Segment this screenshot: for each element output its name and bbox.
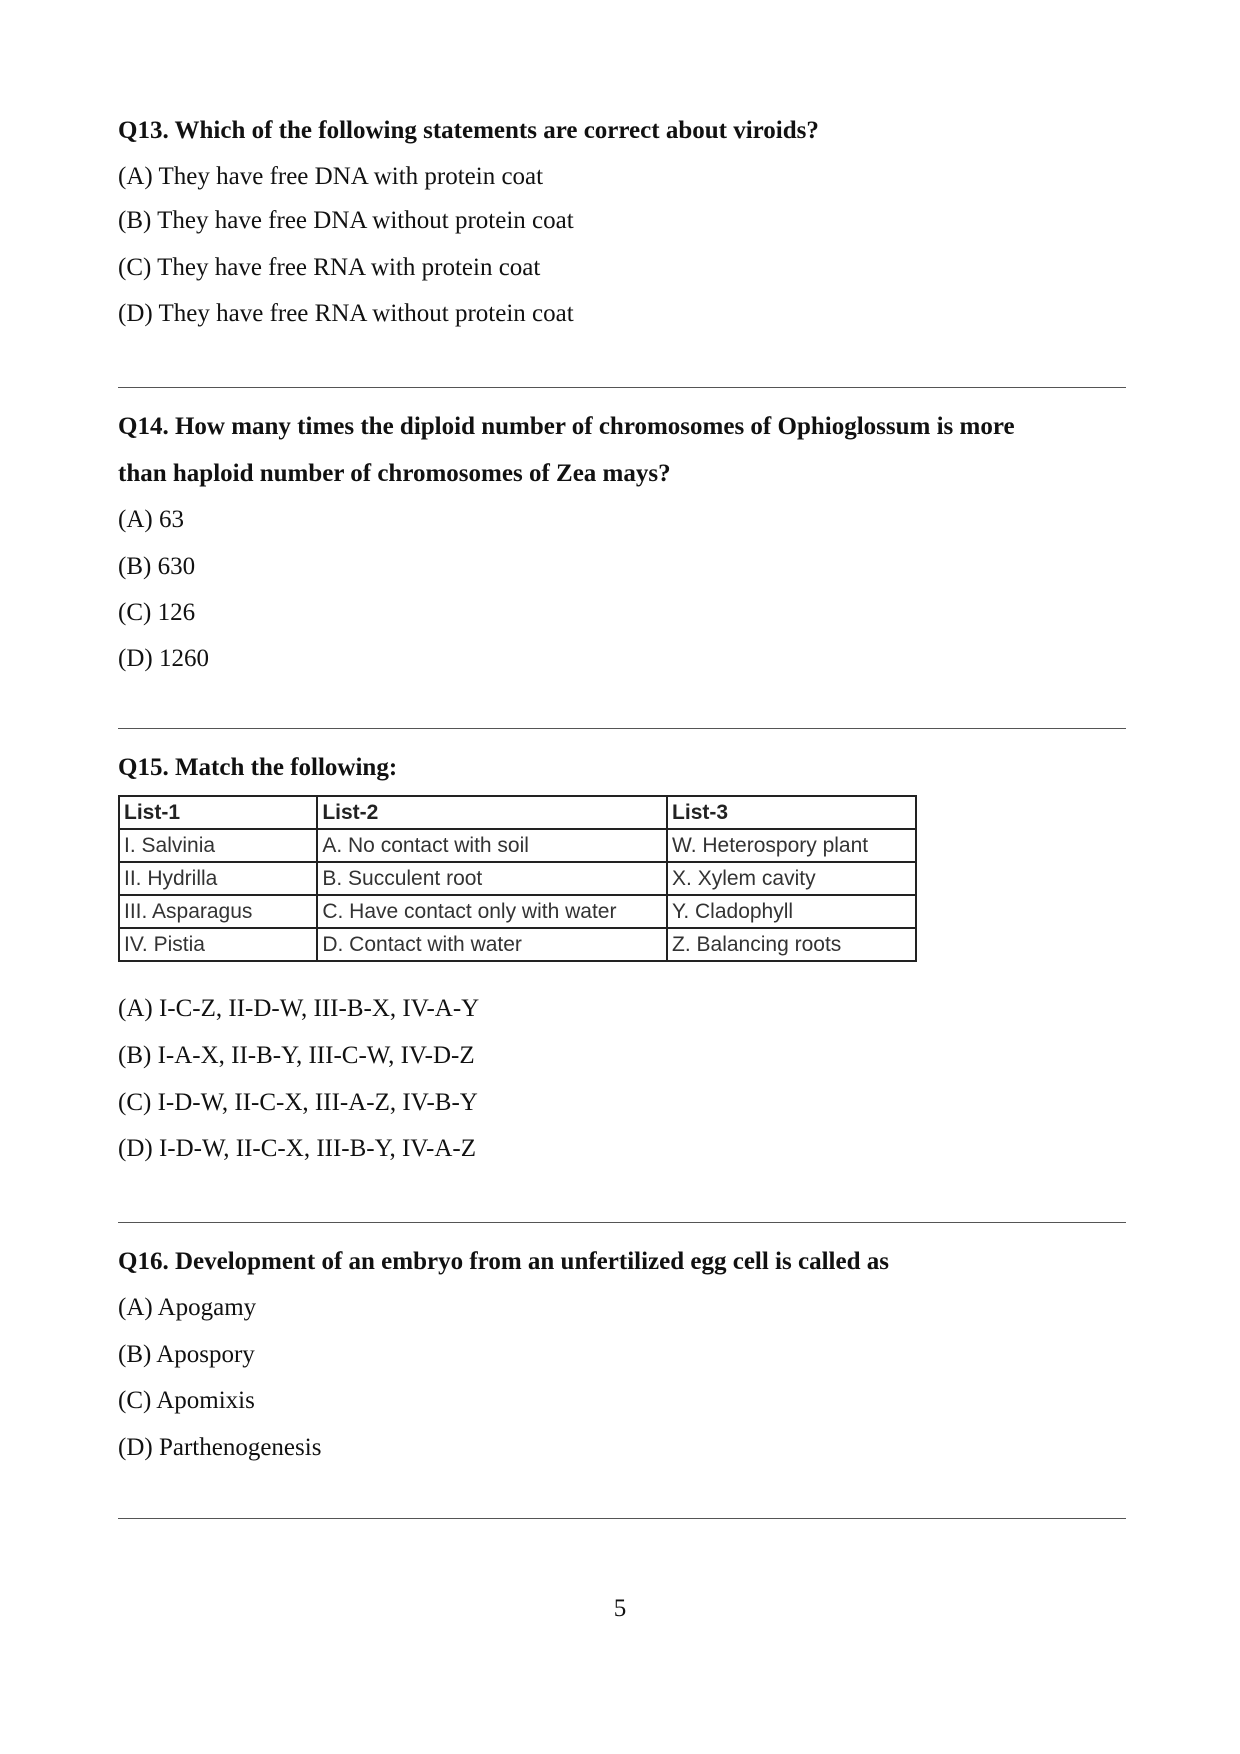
question-15-option-a: (A) I-C-Z, II-D-W, III-B-X, IV-A-Y xyxy=(118,995,480,1022)
table-header-list-2: List-2 xyxy=(317,796,667,829)
divider-rule xyxy=(118,1518,1126,1519)
table-cell: Y. Cladophyll xyxy=(667,895,916,928)
table-cell: II. Hydrilla xyxy=(119,862,317,895)
table-cell: X. Xylem cavity xyxy=(667,862,916,895)
question-14-option-b: (B) 630 xyxy=(118,553,196,580)
table-header-list-3: List-3 xyxy=(667,796,916,829)
question-15-option-d: (D) I-D-W, II-C-X, III-B-Y, IV-A-Z xyxy=(118,1135,477,1162)
divider-rule xyxy=(118,387,1126,388)
question-14-option-c: (C) 126 xyxy=(118,599,196,626)
table-cell: D. Contact with water xyxy=(317,928,667,961)
question-16-title: Q16. Development of an embryo from an unfertilized egg cell is called as xyxy=(118,1248,889,1275)
table-cell: I. Salvinia xyxy=(119,829,317,862)
question-16-option-a: (A) Apogamy xyxy=(118,1294,257,1321)
question-15-option-c: (C) I-D-W, II-C-X, III-A-Z, IV-B-Y xyxy=(118,1089,478,1116)
table-cell: III. Asparagus xyxy=(119,895,317,928)
divider-rule xyxy=(118,728,1126,729)
table-row xyxy=(119,928,916,961)
table-cell: C. Have contact only with water xyxy=(317,895,667,928)
table-header-row xyxy=(119,796,916,829)
question-14-option-d: (D) 1260 xyxy=(118,645,209,672)
question-13-option-d: (D) They have free RNA without protein coat xyxy=(118,300,574,327)
question-16-option-b: (B) Apospory xyxy=(118,1341,255,1368)
match-table xyxy=(118,795,917,962)
question-13-option-c: (C) They have free RNA with protein coat xyxy=(118,254,541,281)
table-row xyxy=(119,862,916,895)
question-15-title: Q15. Match the following: xyxy=(118,754,398,781)
table-cell: Z. Balancing roots xyxy=(667,928,916,961)
table-row xyxy=(119,829,916,862)
table-cell: IV. Pistia xyxy=(119,928,317,961)
question-14-title-line-2: than haploid number of chromosomes of Zea mays? xyxy=(118,460,671,487)
table-cell: B. Succulent root xyxy=(317,862,667,895)
question-16-option-d: (D) Parthenogenesis xyxy=(118,1434,322,1461)
question-13-option-b: (B) They have free DNA without protein coat xyxy=(118,207,574,234)
page-number: 5 xyxy=(613,1595,627,1622)
question-14-title-line-1: Q14. How many times the diploid number of chromosomes of Ophioglossum is more xyxy=(118,413,1015,440)
table-row xyxy=(119,895,916,928)
question-16-option-c: (C) Apomixis xyxy=(118,1387,255,1414)
table-cell: W. Heterospory plant xyxy=(667,829,916,862)
question-13-title: Q13. Which of the following statements are correct about viroids? xyxy=(118,117,819,144)
divider-rule xyxy=(118,1222,1126,1223)
question-15-option-b: (B) I-A-X, II-B-Y, III-C-W, IV-D-Z xyxy=(118,1042,475,1069)
table-cell: A. No contact with soil xyxy=(317,829,667,862)
question-13-option-a: (A) They have free DNA with protein coat xyxy=(118,163,544,190)
question-14-option-a: (A) 63 xyxy=(118,506,184,533)
table-header-list-1: List-1 xyxy=(119,796,317,829)
